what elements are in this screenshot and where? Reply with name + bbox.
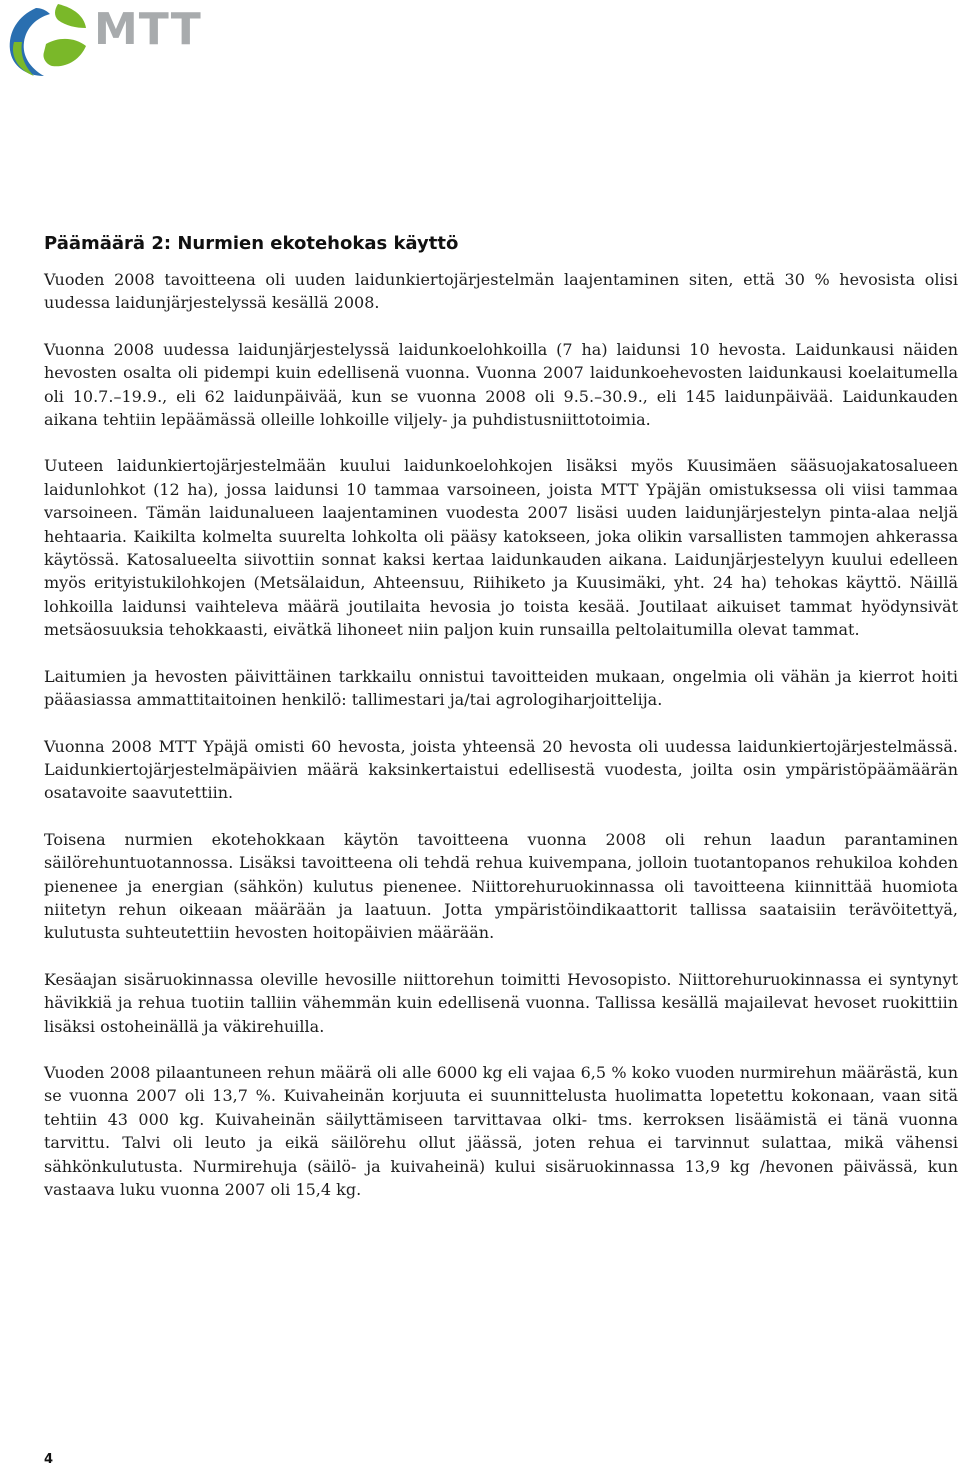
paragraph: Vuonna 2008 uudessa laidunjärjestelyssä laidunkoelohkoilla (7 ha) laidunsi 10 hevosta. Laidunkausi näiden hevosten osalta oli pidempi kuin edellisenä vuonna. Vuonna 2007 laidunkoehevosten laidunkausi koelaitumella oli 10.7.–19.9., eli 62 laidunpäivää, kun se vuonna 2008 oli 9.5.–30.9., eli 145 laidunpäivää. Laidunkauden aikana tehtiin lepäämässä olleille lohkoille viljely- ja puhdistusniittotoimia. [44, 339, 958, 430]
paragraph: Vuonna 2008 MTT Ypäjä omisti 60 hevosta, joista yhteensä 20 hevosta oli uudessa laidunkiertojärjestelmässä. Laidunkiertojärjestelmäpäivien määrä kaksinkertaistui edellisestä vuodesta, joilta osin ympäristöpäämäärän osatavoite saavutettiin. [44, 736, 958, 803]
paragraph: Laitumien ja hevosten päivittäinen tarkkailu onnistui tavoitteiden mukaan, ongelmia oli vähän ja kierrot hoiti pääasiassa ammattitaitoinen henkilö: tallimestari ja/tai agrologiharjoittelija. [44, 666, 958, 710]
section-title: Päämäärä 2: Nurmien ekotehokas käyttö [44, 233, 459, 254]
paragraph: Kesäajan sisäruokinnassa oleville hevosille niittorehun toimitti Hevosopisto. Niittorehuruokinnassa ei syntynyt hävikkiä ja rehua tuotiin talliin vähemmän kuin edellisenä vuonna. Tallissa kesällä majailevat hevoset ruokittiin lisäksi ostoheinällä ja väkirehuilla. [44, 969, 958, 1036]
paragraph: Vuoden 2008 tavoitteena oli uuden laidunkiertojärjestelmän laajentaminen siten, että 30 % hevosista olisi uudessa laidunjärjestelyssä kesällä 2008. [44, 270, 958, 313]
page-content [44, 232, 958, 1224]
paragraph: Toisena nurmien ekotehokkaan käytön tavoitteena vuonna 2008 oli rehun laadun parantaminen säilörehuntuotannossa. Lisäksi tavoitteena oli tehdä rehua kuivempana, jolloin tuotantopanos rehukiloa kohden pienenee ja energian (sähkön) kulutus pienenee. Niittorehuruokinnassa oli tavoitteena kiinnittää huomiota niitetyn rehun oikeaan määrään ja laatuun. Jotta ympäristöindikaattorit tallissa saataisiin terävöitettyä, kulutusta suhteutettiin hevosten hoitopäivien määrään. [44, 829, 958, 943]
paragraph: Uuteen laidunkiertojärjestelmään kuului laidunkoelohkojen lisäksi myös Kuusimäen sääsuojakatosalueen laidunlohkot (12 ha), jossa laidunsi 10 tammaa varsoineen, joista MTT Ypäjän omistuksessa oli viisi tammaa varsoineen. Tämän laidunalueen laajentaminen vuodesta 2007 lisäsi uuden laidunjärjestelyn pinta-alaa neljä hehtaaria. Kaikilta kolmelta suurelta lohkolta oli pääsy katokseen, joka olikin varsallisten tammojen ahkerassa käytössä. Katosalueelta siivottiin sonnat kaksi kertaa laidunkauden aikana. Laidunjärjestelyyn kuului edelleen myös erityistukilohkojen (Metsälaidun, Ahteensuu, Riihiketo ja Kuusimäki, yht. 24 ha) tehokas käyttö. Näillä lohkoilla laidunsi vaihteleva määrä joutilaita hevosia jo toista kesää. Joutilaat aikuiset tammat hyödynsivät metsäosuuksia tehokkaasti, eivätkä lihoneet niin paljon kuin runsailla peltolaitumilla olevat tammat. [44, 456, 958, 640]
paragraph: Vuoden 2008 pilaantuneen rehun määrä oli alle 6000 kg eli vajaa 6,5 % koko vuoden nurmirehun määrästä, kun se vuonna 2007 oli 13,7 %. Kuivaheinän korjuuta ei suunnittelusta huolimatta lopetettu kokonaan, vaan sitä tehtiin 43 000 kg. Kuivaheinän säilyttämiseen tarvittavaa olki- tms. kerroksen lisäämistä ei tänä vuonna tarvittu. Talvi oli leuto ja eikä säilörehu ollut jäässä, joten rehua ei tarvinnut sulattaa, mikä vähensi sähkönkulutusta. Nurmirehuja (säilö- ja kuivaheinä) kului sisäruokinnassa 13,9 kg /hevonen päivässä, kun vastaava luku vuonna 2007 oli 15,4 kg. [44, 1062, 958, 1199]
page-number: 4 [44, 1452, 54, 1467]
logo-text: MTT [94, 4, 202, 55]
leaf-logo-icon [6, 2, 92, 82]
mtt-logo [6, 2, 206, 82]
